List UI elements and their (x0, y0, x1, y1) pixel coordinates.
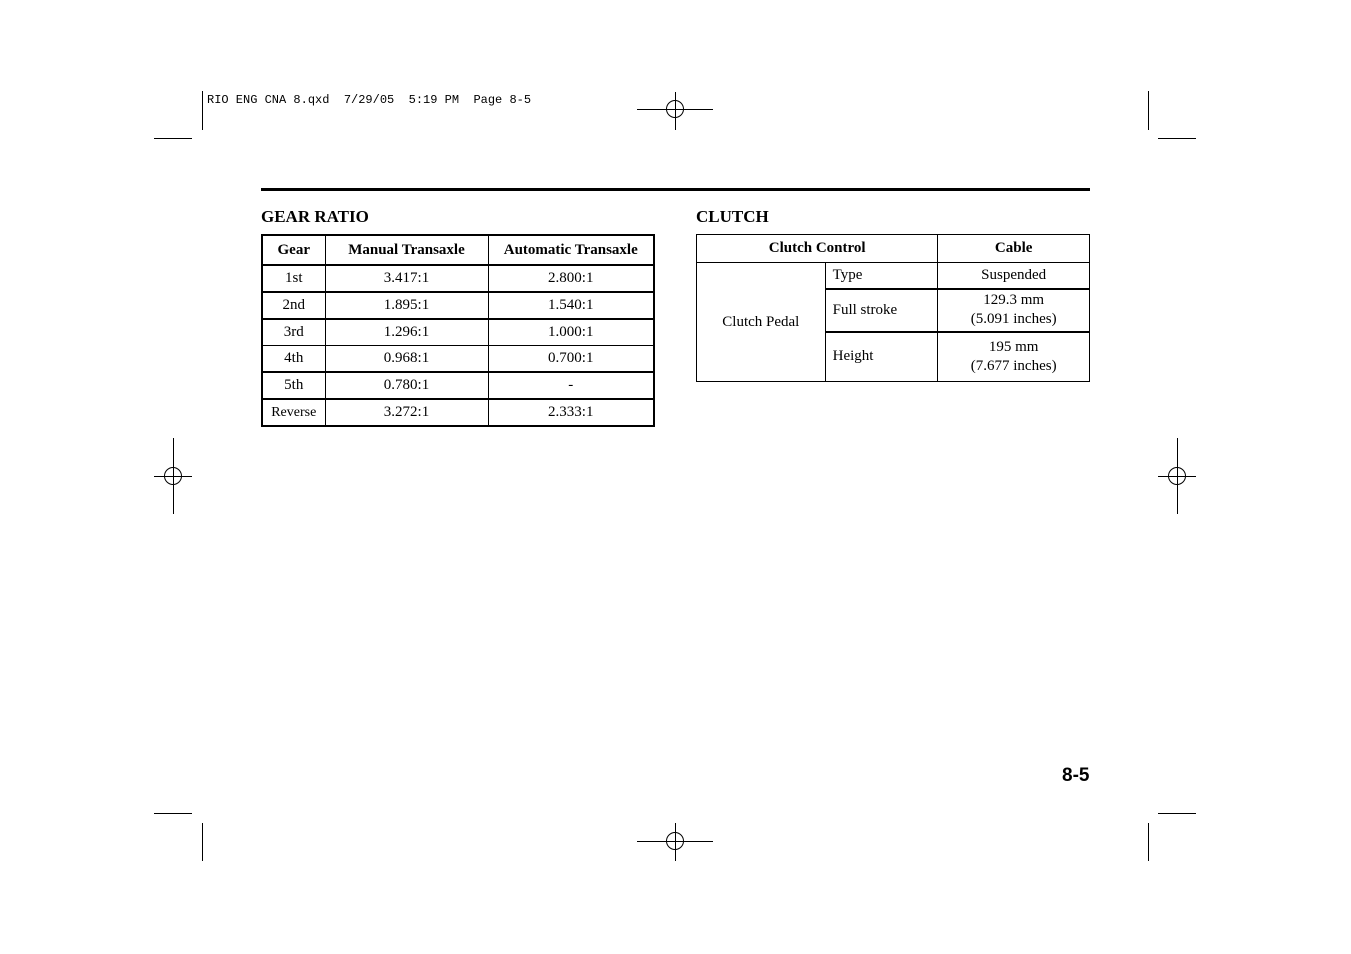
automatic-ratio-cell: 2.800:1 (488, 265, 654, 292)
gear-cell: 4th (262, 346, 325, 373)
automatic-ratio-cell: - (488, 372, 654, 399)
spec-label: Height (825, 332, 938, 382)
column-header: Automatic Transaxle (488, 235, 654, 265)
table-row (262, 265, 654, 292)
table-header-row (697, 235, 1090, 263)
table-row (262, 319, 654, 346)
manual-ratio-cell: 0.780:1 (325, 372, 488, 399)
column-header: Gear (262, 235, 325, 265)
crop-mark (1158, 813, 1196, 814)
manual-ratio-cell: 3.272:1 (325, 399, 488, 426)
manual-ratio-cell: 1.296:1 (325, 319, 488, 346)
crop-mark (202, 823, 203, 861)
gear-cell: 3rd (262, 319, 325, 346)
automatic-ratio-cell: 2.333:1 (488, 399, 654, 426)
cable-header: Cable (938, 235, 1090, 263)
spec-label: Type (825, 263, 938, 289)
automatic-ratio-cell: 1.000:1 (488, 319, 654, 346)
spec-value: Suspended (938, 263, 1090, 289)
table-row (262, 292, 654, 319)
crop-mark (1158, 138, 1196, 139)
automatic-ratio-cell: 1.540:1 (488, 292, 654, 319)
table-row (262, 346, 654, 373)
gear-cell: Reverse (262, 399, 325, 426)
crop-mark (154, 813, 192, 814)
manual-ratio-cell: 1.895:1 (325, 292, 488, 319)
gear-cell: 2nd (262, 292, 325, 319)
clutch-control-header: Clutch Control (697, 235, 938, 263)
clutch-pedal-label: Clutch Pedal (697, 263, 826, 382)
crop-mark (202, 91, 203, 130)
gear-ratio-table (261, 234, 655, 427)
gear-cell: 1st (262, 265, 325, 292)
spec-value: 129.3 mm (5.091 inches) (938, 289, 1090, 332)
gear-cell: 5th (262, 372, 325, 399)
print-slug: RIO ENG CNA 8.qxd 7/29/05 5:19 PM Page 8-5 (207, 93, 532, 107)
manual-ratio-cell: 0.968:1 (325, 346, 488, 373)
column-header: Manual Transaxle (325, 235, 488, 265)
automatic-ratio-cell: 0.700:1 (488, 346, 654, 373)
page-number: 8-5 (1062, 765, 1090, 786)
table-header-row (262, 235, 654, 265)
manual-ratio-cell: 3.417:1 (325, 265, 488, 292)
clutch-table (696, 234, 1090, 382)
header-rule (261, 188, 1090, 191)
table-row (697, 263, 1090, 289)
table-row (262, 372, 654, 399)
crop-mark (154, 138, 192, 139)
gear-ratio-title: GEAR RATIO (261, 207, 369, 226)
clutch-title: CLUTCH (696, 207, 769, 226)
table-row (262, 399, 654, 426)
spec-value: 195 mm (7.677 inches) (938, 332, 1090, 382)
crop-mark (1148, 823, 1149, 861)
crop-mark (1148, 91, 1149, 130)
spec-label: Full stroke (825, 289, 938, 332)
